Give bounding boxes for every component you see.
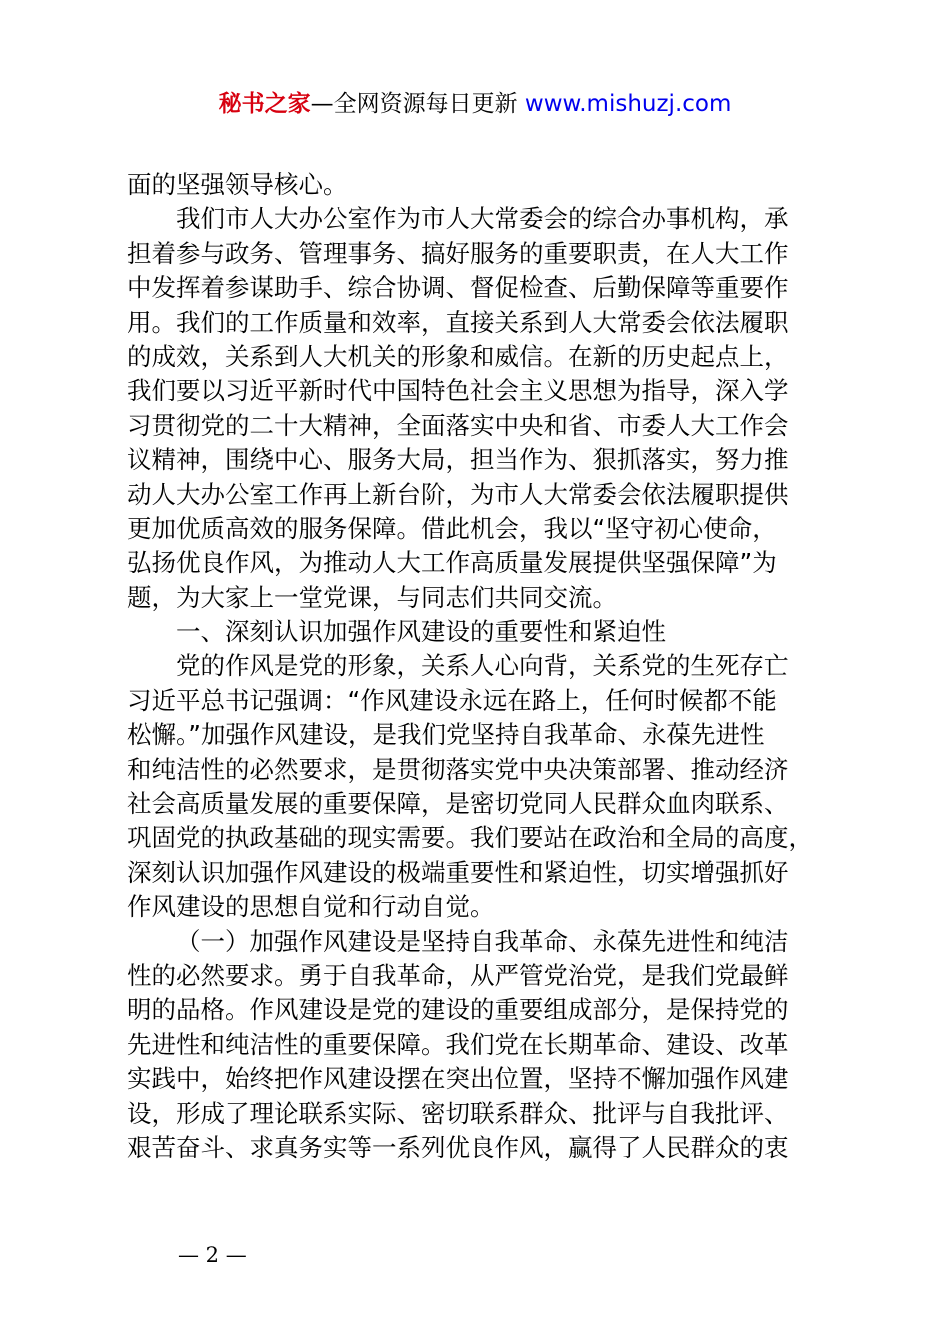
text-line: 党的作风是党的形象，关系人心向背，关系党的生死存亡 xyxy=(176,651,789,681)
text-line: 议精神，围绕中心、服务大局，担当作为、狠抓落实，努力推 xyxy=(127,445,789,475)
text-line: 题，为大家上一堂党课，与同志们共同交流。 xyxy=(127,582,617,612)
text-line: 习贯彻党的二十大精神，全面落实中央和省、市委人大工作会 xyxy=(127,410,789,440)
section-heading: 一、深刻认识加强作风建设的重要性和紧迫性 xyxy=(176,617,666,647)
text-line: 面的坚强领导核心。 xyxy=(127,170,348,199)
text-line: 我们要以习近平新时代中国特色社会主义思想为指导，深入学 xyxy=(127,376,789,406)
text-line: 设，形成了理论联系实际、密切联系群众、批评与自我批评、 xyxy=(127,1098,789,1128)
text-line: 实践中，始终把作风建设摆在突出位置，坚持不懈加强作风建 xyxy=(127,1064,789,1094)
text-line: 用。我们的工作质量和效率，直接关系到人大常委会依法履职 xyxy=(127,307,789,337)
text-line: 我们市人大办公室作为市人大常委会的综合办事机构，承 xyxy=(176,204,789,234)
text-line: 明的品格。作风建设是党的建设的重要组成部分，是保持党的 xyxy=(127,995,789,1025)
text-line: 作风建设的思想自觉和行动自觉。 xyxy=(127,892,495,922)
text-line: 松懈。”加强作风建设，是我们党坚持自我革命、永葆先进性 xyxy=(127,720,765,750)
brand-name: 秘书之家 xyxy=(218,91,311,117)
text-line: 中发挥着参谋助手、综合协调、督促检查、后勤保障等重要作 xyxy=(127,273,789,303)
text-line: 习近平总书记强调：“作风建设永远在路上，任何时候都不能 xyxy=(127,685,777,715)
watermark-header xyxy=(0,88,950,120)
text-line: 社会高质量发展的重要保障，是密切党同人民群众血肉联系、 xyxy=(127,789,789,819)
header-slogan: —全网资源每日更新 xyxy=(310,91,518,117)
page-number: — 2 — xyxy=(178,1243,247,1267)
text-line: 巩固党的执政基础的现实需要。我们要站在政治和全局的高度， xyxy=(127,823,813,853)
text-line: 担着参与政务、管理事务、搞好服务的重要职责，在人大工作 xyxy=(127,238,789,268)
text-line: 性的必然要求。勇于自我革命，从严管党治党，是我们党最鲜 xyxy=(127,960,789,990)
text-line: 的成效，关系到人大机关的形象和威信。在新的历史起点上， xyxy=(127,341,789,371)
text-line: 更加优质高效的服务保障。借此机会，我以“坚守初心使命， xyxy=(127,513,777,543)
text-line: 动人大办公室工作再上新台阶，为市人大常委会依法履职提供 xyxy=(127,479,789,509)
document-body xyxy=(127,168,837,1165)
text-line: 艰苦奋斗、求真务实等一系列优良作风，赢得了人民群众的衷 xyxy=(127,1132,789,1162)
subsection-heading: （一）加强作风建设是坚持自我革命、永葆先进性和纯洁 xyxy=(176,926,789,956)
text-line: 先进性和纯洁性的重要保障。我们党在长期革命、建设、改革 xyxy=(127,1029,789,1059)
text-line: 和纯洁性的必然要求，是贯彻落实党中央决策部署、推动经济 xyxy=(127,754,789,784)
text-line: 弘扬优良作风，为推动人大工作高质量发展提供坚强保障”为 xyxy=(127,548,777,578)
website-link[interactable]: www.mishuzj.com xyxy=(524,91,732,117)
text-line: 深刻认识加强作风建设的极端重要性和紧迫性，切实增强抓好 xyxy=(127,857,789,887)
